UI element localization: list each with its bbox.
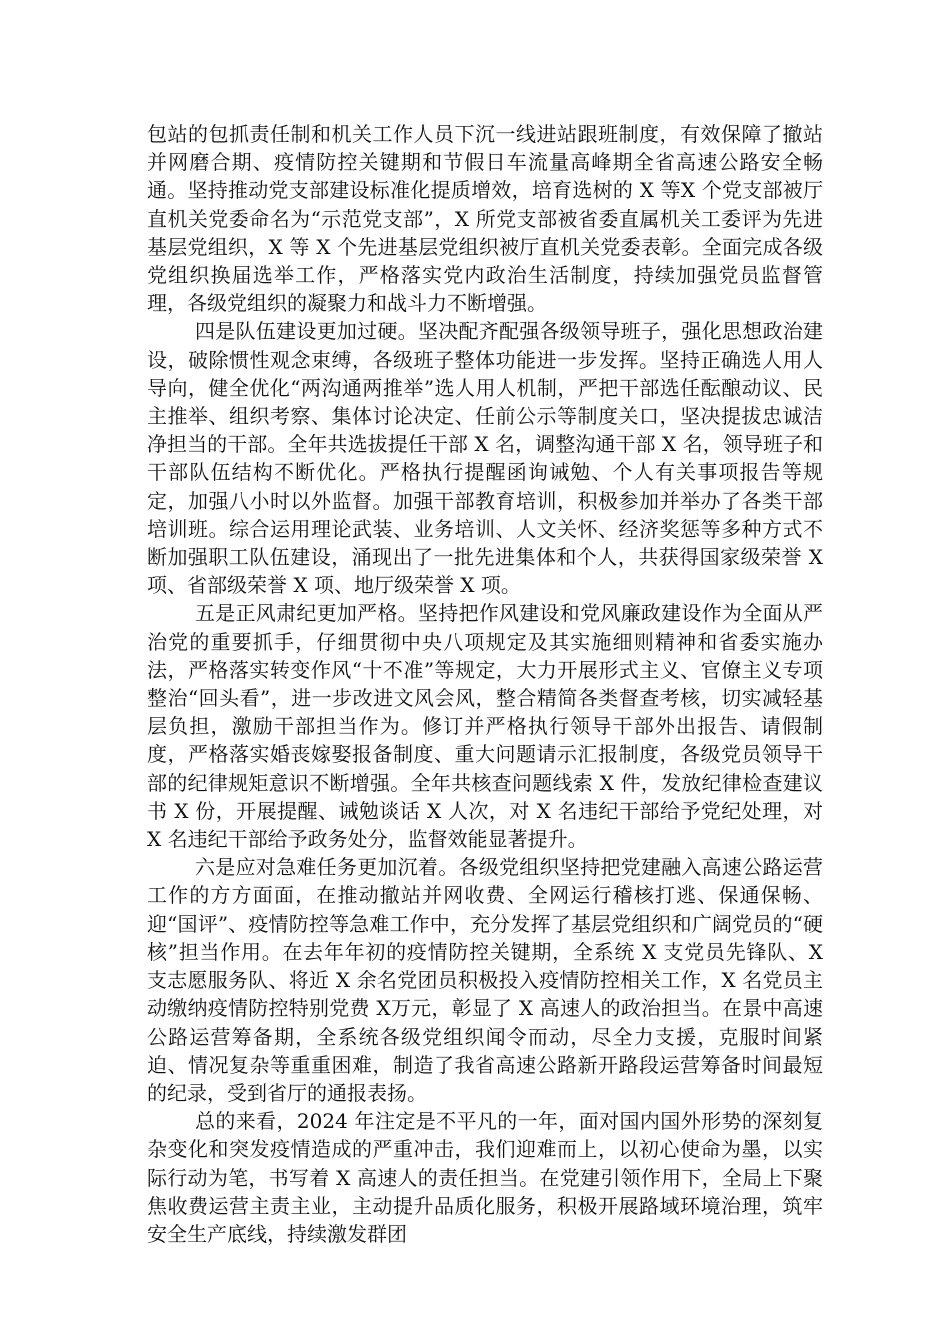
document-body bbox=[147, 120, 823, 1248]
paragraph-discipline: 五是正风肃纪更加严格。坚持把作风建设和党风廉政建设作为全面从严治党的重要抓手，仔细贯彻中央八项规定及其实施细则精神和省委实施办法，严格落实转变作风“十不准”等规定，大力开展形式主义、官僚主义专项整治“回头看”，进一步改进文风会风，整合精简各类督查考核，切实减轻基层负担，激励干部担当作为。修订并严格执行领导干部外出报告、请假制度，严格落实婚丧嫁娶报备制度、重大问题请示汇报制度，各级党员领导干部的纪律规矩意识不断增强。全年共核查问题线索 X 件，发放纪律检查建议书 X 份，开展提醒、诫勉谈话 X 人次，对 X 名违纪干部给予党纪处理，对 X 名违纪干部给予政务处分，监督效能显著提升。 bbox=[147, 601, 823, 852]
paragraph-summary: 总的来看，2024 年注定是不平凡的一年，面对国内国外形势的深刻复杂变化和突发疫情造成的严重冲击，我们迎难而上，以初心使命为墨，以实际行动为笔，书写着 X 高速人的责任担当。在党建引领作用下，全局上下聚焦收费运营主责主业，主动提升品质化服务，积极开展路域环境治理，筑牢安全生产底线，持续激发群团 bbox=[147, 1109, 823, 1246]
paragraph-team-building: 四是队伍建设更加过硬。坚决配齐配强各级领导班子，强化思想政治建设，破除惯性观念束缚，各级班子整体功能进一步发挥。坚持正确选人用人导向，健全优化“两沟通两推举”选人用人机制，严把干部选任酝酿动议、民主推举、组织考察、集体讨论决定、任前公示等制度关口，坚决提拔忠诚洁净担当的干部。全年共选拔提任干部 X 名，调整沟通干部 X 名，领导班子和干部队伍结构不断优化。严格执行提醒函询诫勉、个人有关事项报告等规定，加强八小时以外监督。加强干部教育培训，积极参加并举办了各类干部培训班。综合运用理论武装、业务培训、人文关怀、经济奖惩等多种方式不断加强职工队伍建设，涌现出了一批先进集体和个人，共获得国家级荣誉 X 项、省部级荣誉 X 项、地厅级荣誉 X 项。 bbox=[147, 319, 823, 598]
paragraph-party-branch-continuation: 包站的包抓责任制和机关工作人员下沉一线进站跟班制度，有效保障了撤站并网磨合期、疫情防控关键期和节假日车流量高峰期全省高速公路安全畅通。坚持推动党支部建设标准化提质增效，培育选树的 X 等X 个党支部被厅直机关党委命名为“示范党支部”，X 所党支部被省委直属机关工委评为先进基层党组织，X 等 X 个先进基层党组织被厅直机关党委表彰。全面完成各级党组织换届选举工作，严格落实党内政治生活制度，持续加强党员监督管理，各级党组织的凝聚力和战斗力不断增强。 bbox=[147, 122, 823, 316]
paragraph-urgent-tasks: 六是应对急难任务更加沉着。各级党组织坚持把党建融入高速公路运营工作的方方面面，在推动撤站并网收费、全网运行稽核打逃、保通保畅、迎“国评”、疫情防控等急难工作中，充分发挥了基层党组织和广阔党员的“硬核”担当作用。在去年年初的疫情防控关键期，全系统 X 支党员先锋队、X 支志愿服务队、将近 X 余名党团员积极投入疫情防控相关工作，X 名党员主动缴纳疫情防控特别党费 X万元，彰显了 X 高速人的政治担当。在景中高速公路运营筹备期，全系统各级党组织闻令而动，尽全力支援，克服时间紧迫、情况复杂等重重困难，制造了我省高速公路新开路段运营筹备时间最短的纪录，受到省厅的通报表扬。 bbox=[147, 855, 823, 1105]
